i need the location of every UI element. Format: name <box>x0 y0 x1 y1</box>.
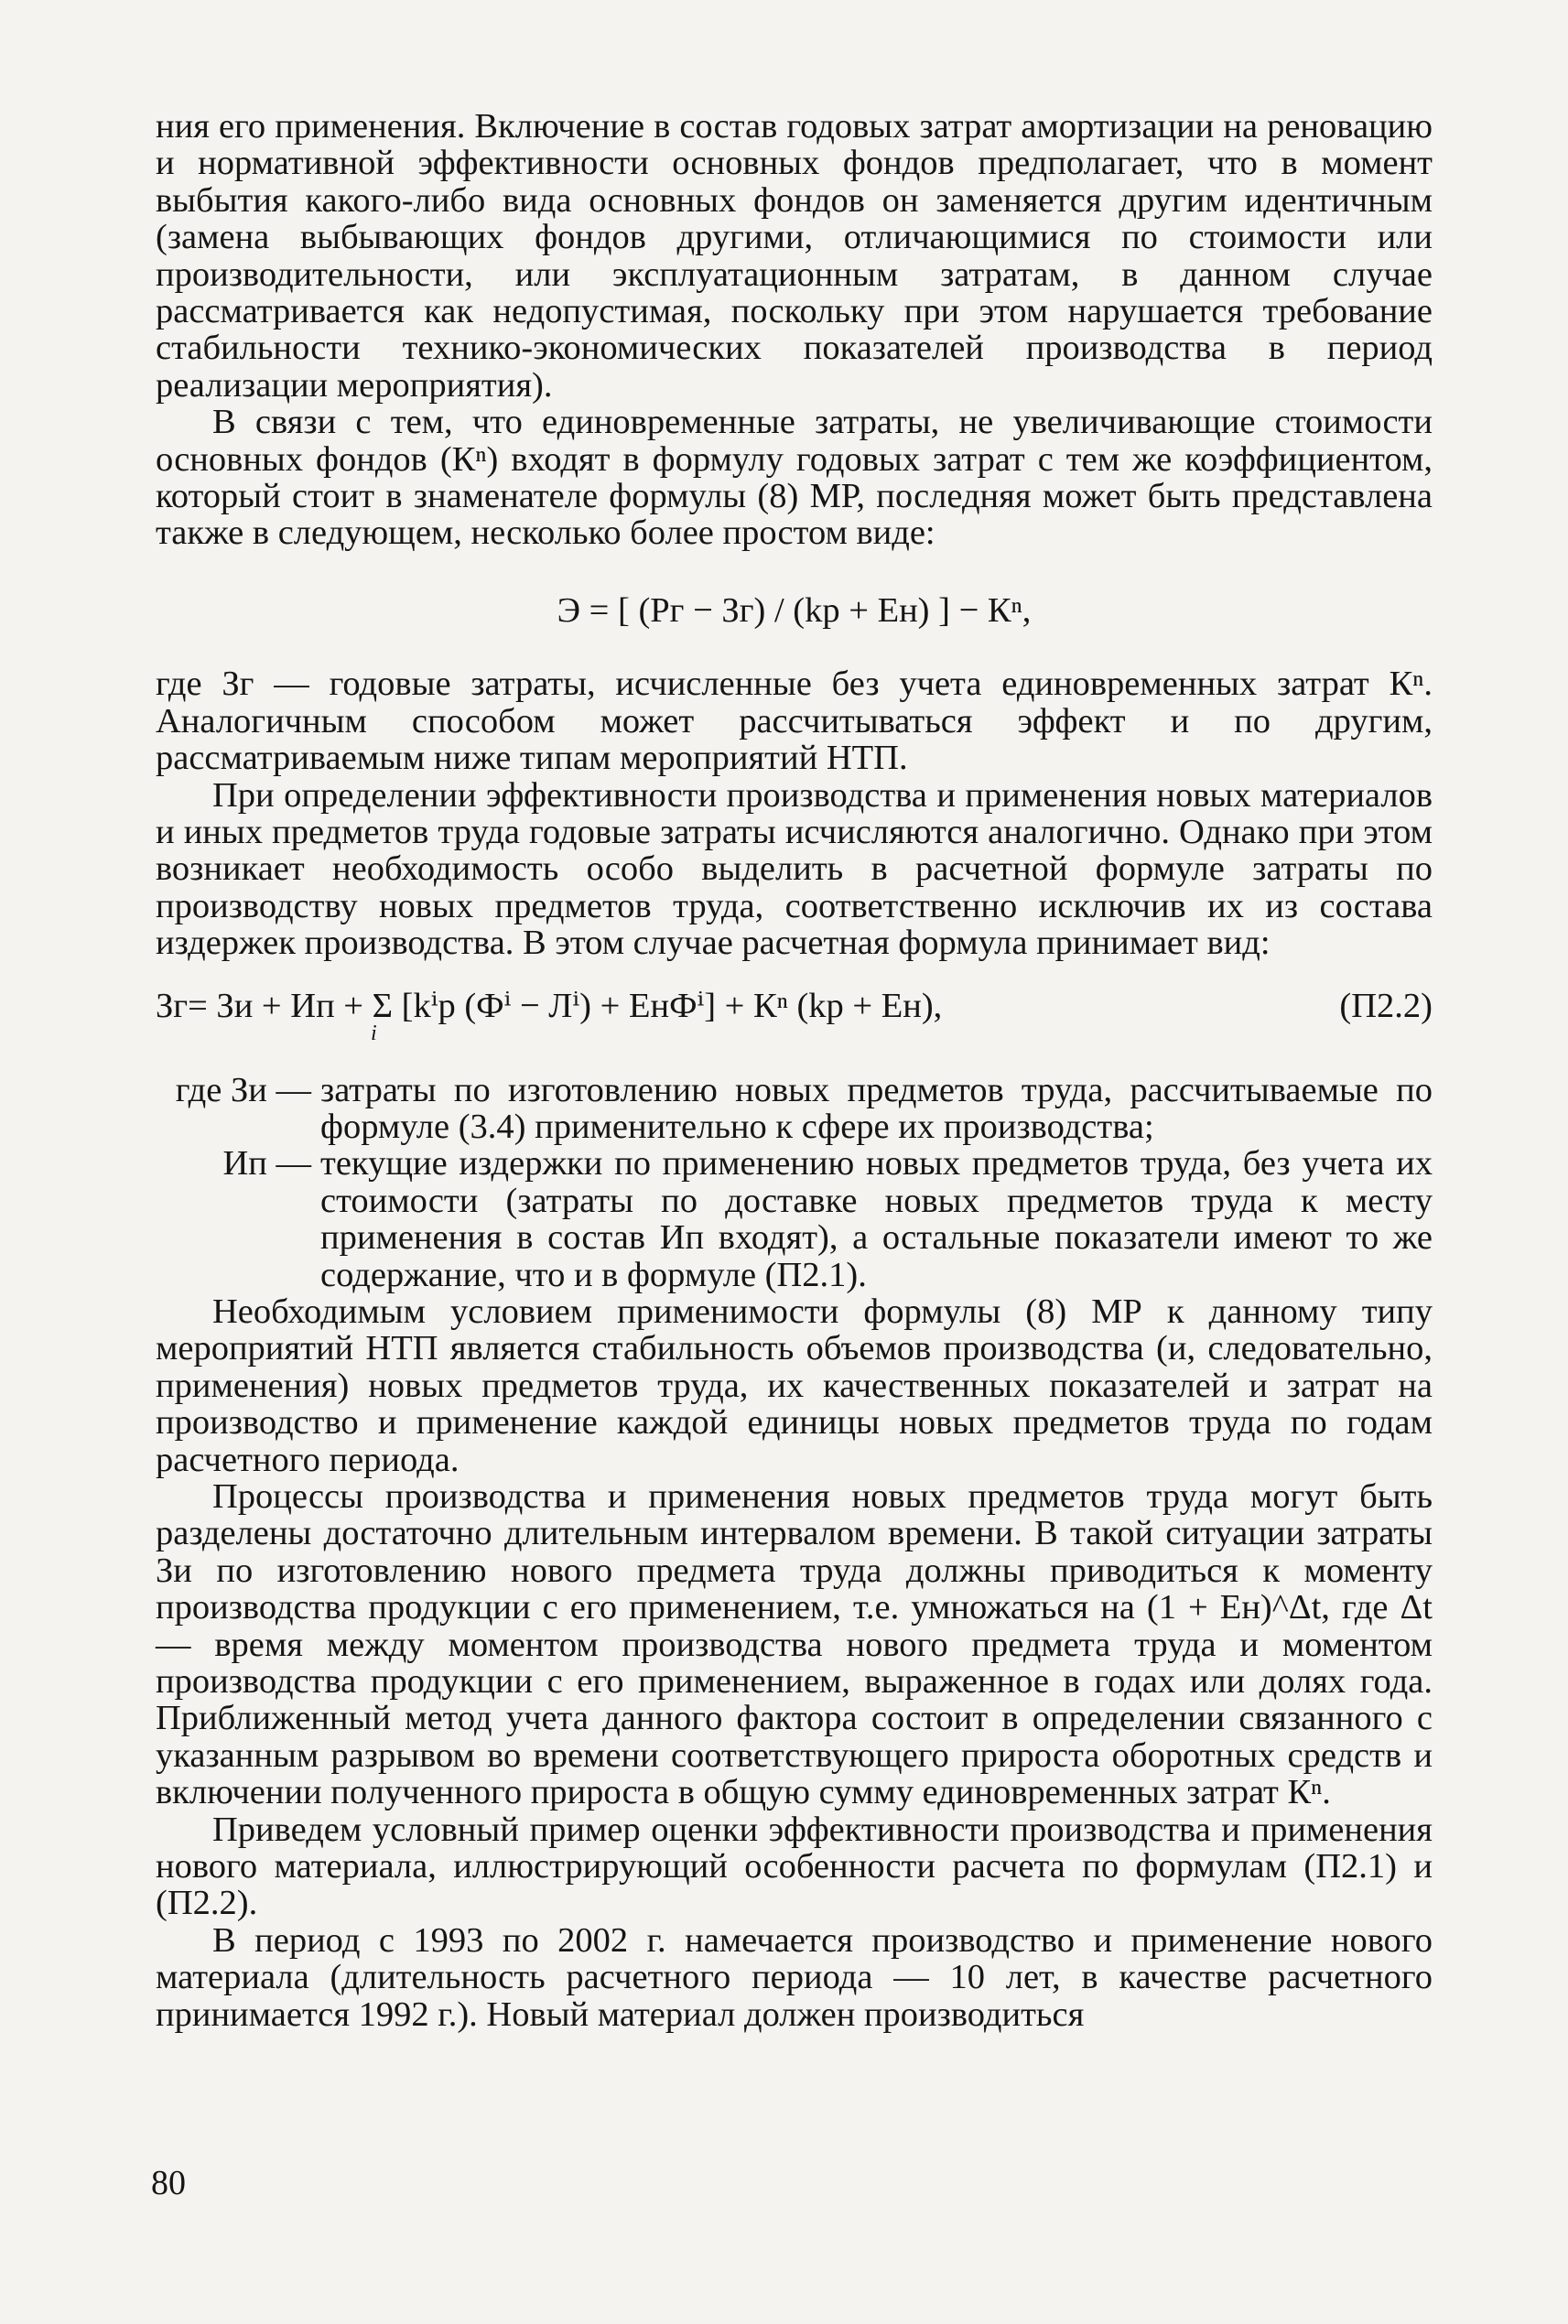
definition-ip <box>156 1145 1433 1293</box>
formula-p2-2-expression: Зг= Зи + Ип + Σ [kⁱр (Фⁱ − Лⁱ) + ЕнФⁱ] + Кⁿ (kр + Ен), <box>156 986 943 1025</box>
definition-desc: затраты по изготовлению новых предметов труда, рассчитываемые по формуле (3.4) применительно к сфере их производства; <box>320 1070 1433 1146</box>
body-text <box>156 108 1433 2033</box>
paragraph-3: где Зг — годовые затраты, исчисленные без учета единовременных затрат Кⁿ. Аналогичным способом может рассчитываться эффект и по другим, рассматриваемым ниже типам мероприятий НТП. <box>156 665 1433 778</box>
definition-term: где Зи — <box>175 1070 311 1109</box>
formula-number: (П2.2) <box>1339 986 1433 1025</box>
paragraph-2: В связи с тем, что единовременные затраты, не увеличивающие стоимости основных фондов (Кⁿ) входят в формулу годовых затрат с тем же коэффициентом, который стоит в знаменателе формулы (8) МР, последняя может быть представлена также в следующем, несколько более простом виде: <box>156 403 1433 553</box>
formula-p2-2-sum-index: i <box>371 1021 377 1045</box>
definition-zi <box>156 1072 1433 1146</box>
paragraph-1: ния его применения. Включение в состав годовых затрат амортизации на реновацию и нормативной эффективности основных фондов предполагает, что в момент выбытия какого-либо вида основных фондов он заменяется другим идентичным (замена выбывающих фондов другими, отличающимися по стоимости или производительности, или эксплуатационным затратам, в данном случае рассматривается как недопустимая, поскольку при этом нарушается требование стабильности технико-экономических показателей производства в период реализации мероприятия). <box>156 107 1433 405</box>
paragraph-7: Приведем условный пример оценки эффективности производства и применения нового материала, иллюстрирующий особенности расчета по формулам (П2.1) и (П2.2). <box>156 1810 1433 1923</box>
formula-effect: Э = [ (Рг − Зг) / (kр + Ен) ] − Кⁿ, <box>557 590 1032 630</box>
paragraph-4: При определении эффективности производства и применения новых материалов и иных предметов труда годовые затраты исчисляются аналогично. Однако при этом возникает необходимость особо выделить в расчетной формуле затраты по производству новых предметов труда, соответственно исключив их из состава издержек производства. В этом случае расчетная формула принимает вид: <box>156 775 1433 963</box>
definition-term: Ип — <box>222 1144 311 1184</box>
definition-desc: текущие издержки по применению новых предметов труда, без учета их стоимости (затраты по доставке новых предметов труда к месту применения в состав Ип входят), а остальные показатели имеют то же содержание, что и в формуле (П2.1). <box>320 1144 1433 1294</box>
page-number: 80 <box>151 2164 186 2202</box>
formula-p2-2 <box>156 988 1433 1043</box>
paragraph-5: Необходимым условием применимости формулы (8) МР к данному типу мероприятий НТП является стабильность объемов производства (и, следовательно, применения) новых предметов труда, их качественных показателей и затрат на производство и применение каждой единицы новых предметов труда по годам расчетного периода. <box>156 1292 1433 1479</box>
paragraph-8: В период с 1993 по 2002 г. намечается производство и применение нового материала (длительность расчетного периода — 10 лет, в качестве расчетного принимается 1992 г.). Новый материал должен производиться <box>156 1920 1433 2034</box>
paragraph-6: Процессы производства и применения новых предметов труда могут быть разделены достаточно длительным интервалом времени. В такой ситуации затраты Зи по изготовлению нового предмета труда должны приводиться к моменту производства продукции с его применением, т.е. умножаться на (1 + Ен)^Δt, где Δt — время между моментом производства нового предмета труда и моментом производства продукции с его применением, выраженное в годах или долях года. Приближенный метод учета данного фактора состоит в определении связанного с указанным разрывом во времени соответствующего прироста оборотных средств и включении полученного прироста в общую сумму единовременных затрат Кⁿ. <box>156 1477 1433 1812</box>
